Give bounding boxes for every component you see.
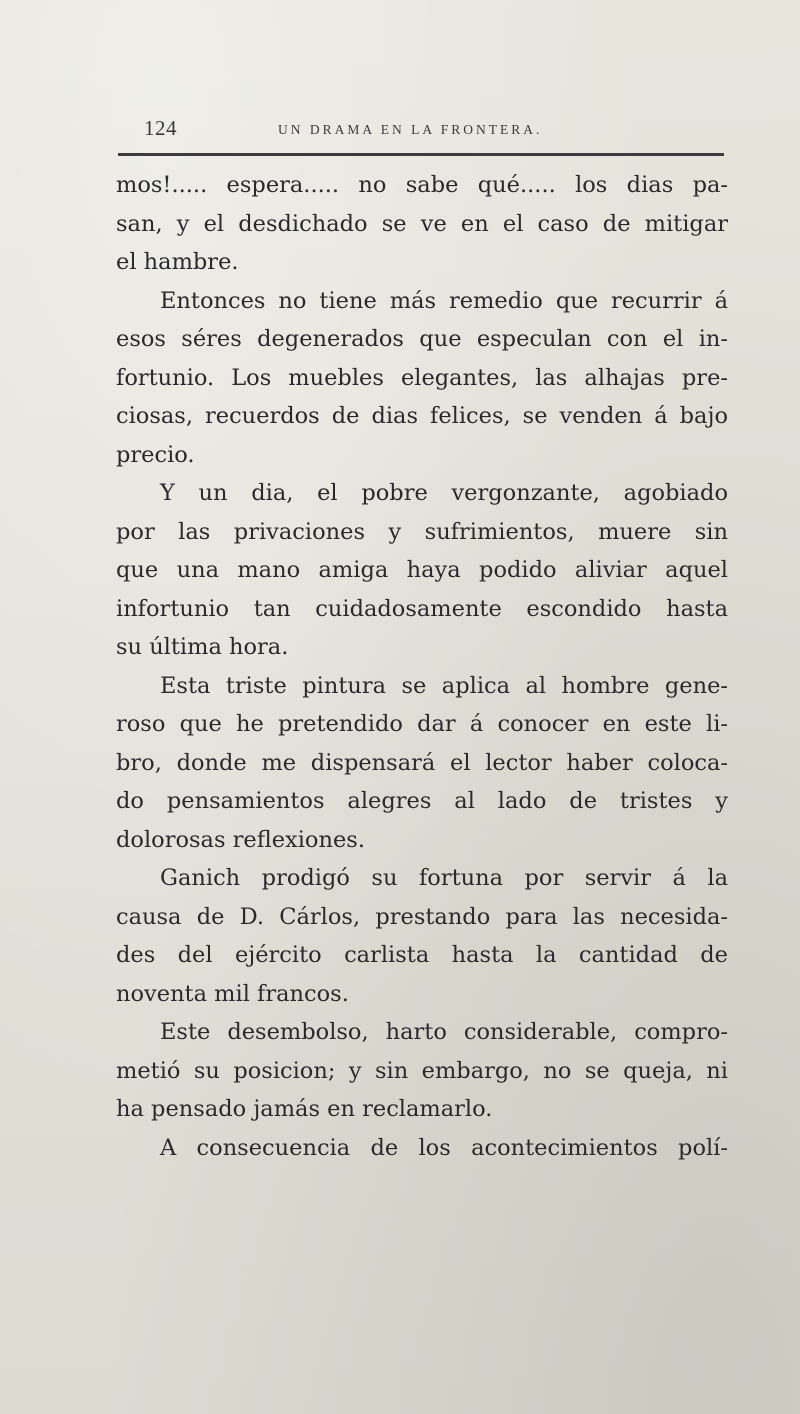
text-line: A consecuencia de los acontecimientos polí-: [160, 1134, 728, 1161]
paragraph: [116, 282, 728, 475]
text-line: Ganich prodigó su fortuna por servir á la: [160, 865, 728, 891]
text-line: que una mano amiga haya podido aliviar aquel: [116, 557, 728, 583]
paragraph: [116, 1129, 728, 1168]
paragraph: [116, 859, 728, 1013]
body-text: [116, 166, 728, 1167]
header-rule: [118, 153, 724, 156]
text-line: su última hora.: [116, 634, 289, 660]
text-line: Entonces no tiene más remedio que recurrir á: [160, 287, 728, 314]
paragraph: [116, 474, 728, 667]
text-line: ciosas, recuerdos de dias felices, se venden á bajo: [116, 403, 728, 429]
text-line: esos séres degenerados que especulan con el in-: [116, 326, 728, 352]
text-line: bro, donde me dispensará el lector haber coloca-: [116, 749, 728, 776]
text-line: Y un dia, el pobre vergonzante, agobiado: [160, 480, 728, 506]
paragraph: [116, 166, 728, 282]
text-line: des del ejército carlista hasta la cantidad de: [116, 942, 728, 968]
text-line: Esta triste pintura se aplica al hombre gene-: [160, 672, 728, 699]
text-line: noventa mil francos.: [116, 980, 349, 1007]
text-line: roso que he pretendido dar á conocer en este li-: [116, 711, 728, 737]
text-line: metió su posicion; y sin embargo, no se queja, ni: [116, 1057, 728, 1084]
text-line: infortunio tan cuidadosamente escondido hasta: [116, 595, 728, 622]
text-line: ha pensado jamás en reclamarlo.: [116, 1096, 493, 1122]
text-line: mos!..... espera..... no sabe qué..... los dias pa-: [116, 172, 728, 198]
text-line: san, y el desdichado se ve en el caso de mitigar: [116, 210, 728, 237]
paragraph: [116, 1013, 728, 1129]
text-line: dolorosas reflexiones.: [116, 826, 365, 853]
text-line: Este desembolso, harto considerable, compro-: [160, 1019, 728, 1045]
text-line: do pensamientos alegres al lado de tristes y: [116, 788, 728, 814]
page-number: 124: [144, 116, 177, 140]
text-line: por las privaciones y sufrimientos, muere sin: [116, 518, 728, 545]
text-line: causa de D. Cárlos, prestando para las necesida-: [116, 903, 728, 930]
page-header: [118, 112, 728, 148]
text-line: fortunio. Los muebles elegantes, las alhajas pre-: [116, 364, 728, 391]
text-line: precio.: [116, 441, 195, 468]
paragraph: [116, 667, 728, 860]
text-line: el hambre.: [116, 249, 239, 275]
running-title: UN DRAMA EN LA FRONTERA.: [278, 122, 543, 137]
